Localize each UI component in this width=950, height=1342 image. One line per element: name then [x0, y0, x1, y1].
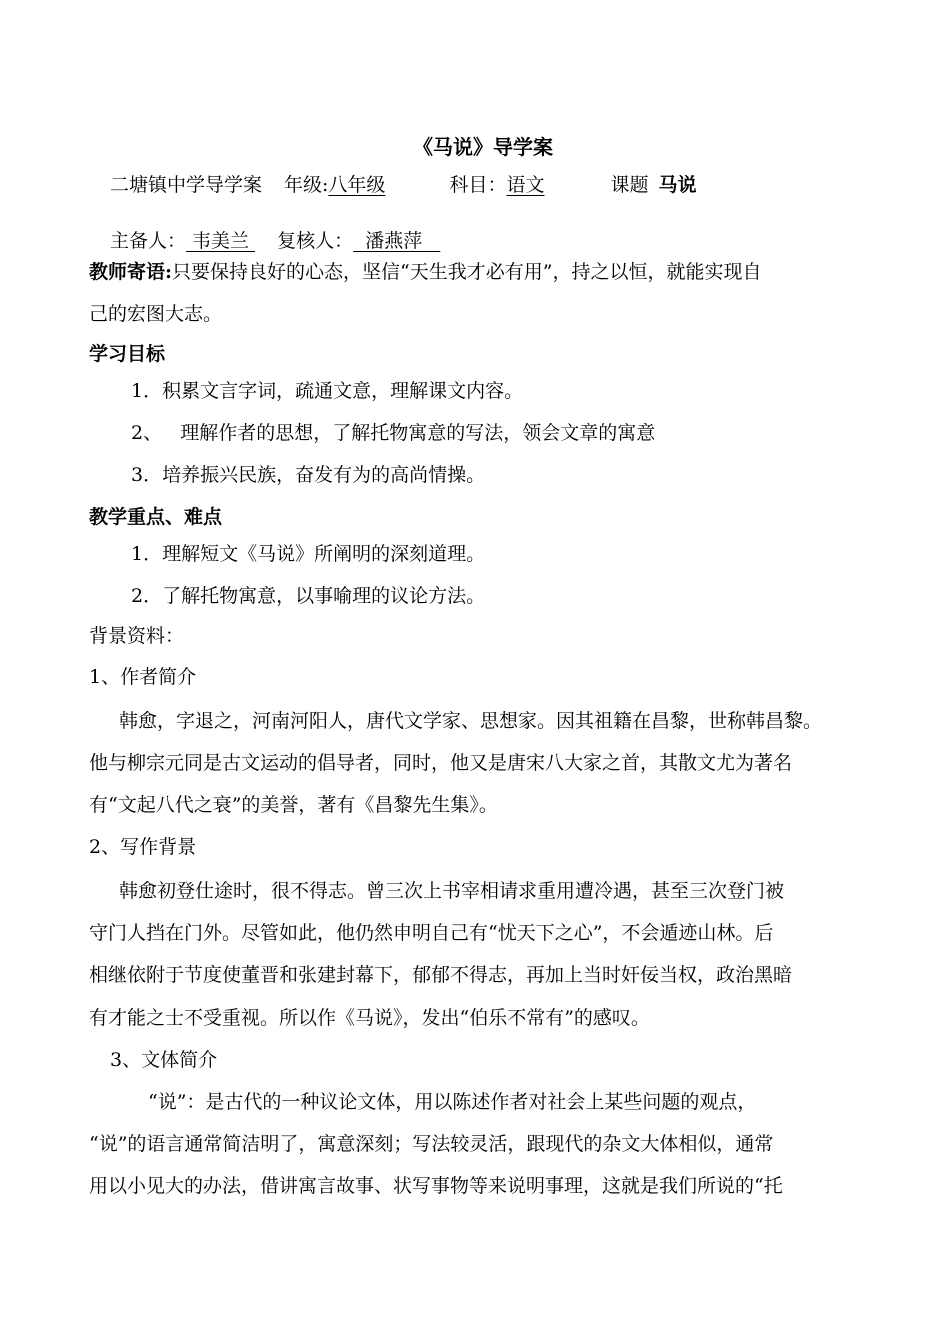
teacher-message-label: 教师寄语:: [89, 261, 173, 283]
key-points-heading: 教学重点、难点: [89, 506, 223, 528]
document-title: 《马说》导学案: [413, 135, 553, 159]
school-name: 二塘镇中学导学案: [110, 174, 263, 196]
writing-heading: 2、写作背景: [89, 836, 197, 858]
genre-paragraph-line: “说”的语言通常简洁明了，寓意深刻；写法较灵活，跟现代的杂文大体相似，通常: [89, 1133, 774, 1155]
objective-item: 3．培养振兴民族，奋发有为的高尚情操。: [131, 464, 486, 486]
genre-paragraph-line: 用以小见大的办法，借讲寓言故事、状写事物等来说明事理，这就是我们所说的“托: [89, 1175, 783, 1197]
background-heading: 背景资料：: [89, 625, 185, 647]
subject-label: 科目：: [449, 174, 507, 196]
key-point-item: 2．了解托物寓意，以事喻理的议论方法。: [131, 585, 486, 607]
writing-paragraph-line: 相继依附于节度使董晋和张建封幕下，郁郁不得志，再加上当时奸佞当权，政治黑暗: [89, 964, 793, 986]
topic-value: 马说: [658, 174, 697, 196]
main-preparer-label: 主备人：: [110, 230, 187, 252]
preparers-line: [110, 232, 440, 251]
reviewer-value: 潘燕萍: [353, 230, 441, 252]
topic-label: 课题: [610, 174, 649, 196]
genre-paragraph-line: “说”：是古代的一种议论文体，用以陈述作者对社会上某些问题的观点，: [148, 1091, 757, 1113]
writing-paragraph-line: 韩愈初登仕途时，很不得志。曾三次上书宰相请求重用遭冷遇，甚至三次登门被: [119, 880, 785, 902]
teacher-message-line1: 只要保持良好的心态，坚信“天生我才必有用”，持之以恒，就能实现自: [172, 261, 762, 283]
writing-paragraph-line: 守门人挡在门外。尽管如此，他仍然申明自己有“忧天下之心”，不会遁迹山林。后: [89, 922, 774, 944]
grade-value: 八年级: [328, 174, 386, 196]
objective-item: 2、 理解作者的思想，了解托物寓意的写法，领会文章的寓意: [131, 422, 656, 444]
author-paragraph-line: 有“文起八代之衰”的美誉，著有《昌黎先生集》。: [89, 794, 498, 816]
key-point-item: 1．理解短文《马说》所阐明的深刻道理。: [131, 543, 486, 565]
genre-heading: 3、文体简介: [110, 1049, 218, 1071]
teacher-message: [89, 263, 761, 282]
teacher-message-line2: 己的宏图大志。: [89, 303, 223, 325]
author-paragraph-line: 他与柳宗元同是古文运动的倡导者，同时，他又是唐宋八大家之首，其散文尤为著名: [89, 752, 793, 774]
main-preparer-value: 韦美兰: [186, 230, 256, 252]
grade-label: 年级:: [284, 174, 329, 196]
writing-paragraph-line: 有才能之士不受重视。所以作《马说》，发出“伯乐不常有”的感叹。: [89, 1007, 650, 1029]
reviewer-label: 复核人：: [277, 230, 354, 252]
objectives-heading: 学习目标: [89, 343, 166, 365]
subject-value: 语文: [506, 174, 545, 196]
header-line: [110, 176, 697, 195]
objective-item: 1．积累文言字词，疏通文意，理解课文内容。: [131, 380, 524, 402]
author-heading: 1、作者简介: [89, 666, 197, 688]
author-paragraph-line: 韩愈，字退之，河南河阳人，唐代文学家、思想家。因其祖籍在昌黎，世称韩昌黎。: [119, 710, 823, 732]
